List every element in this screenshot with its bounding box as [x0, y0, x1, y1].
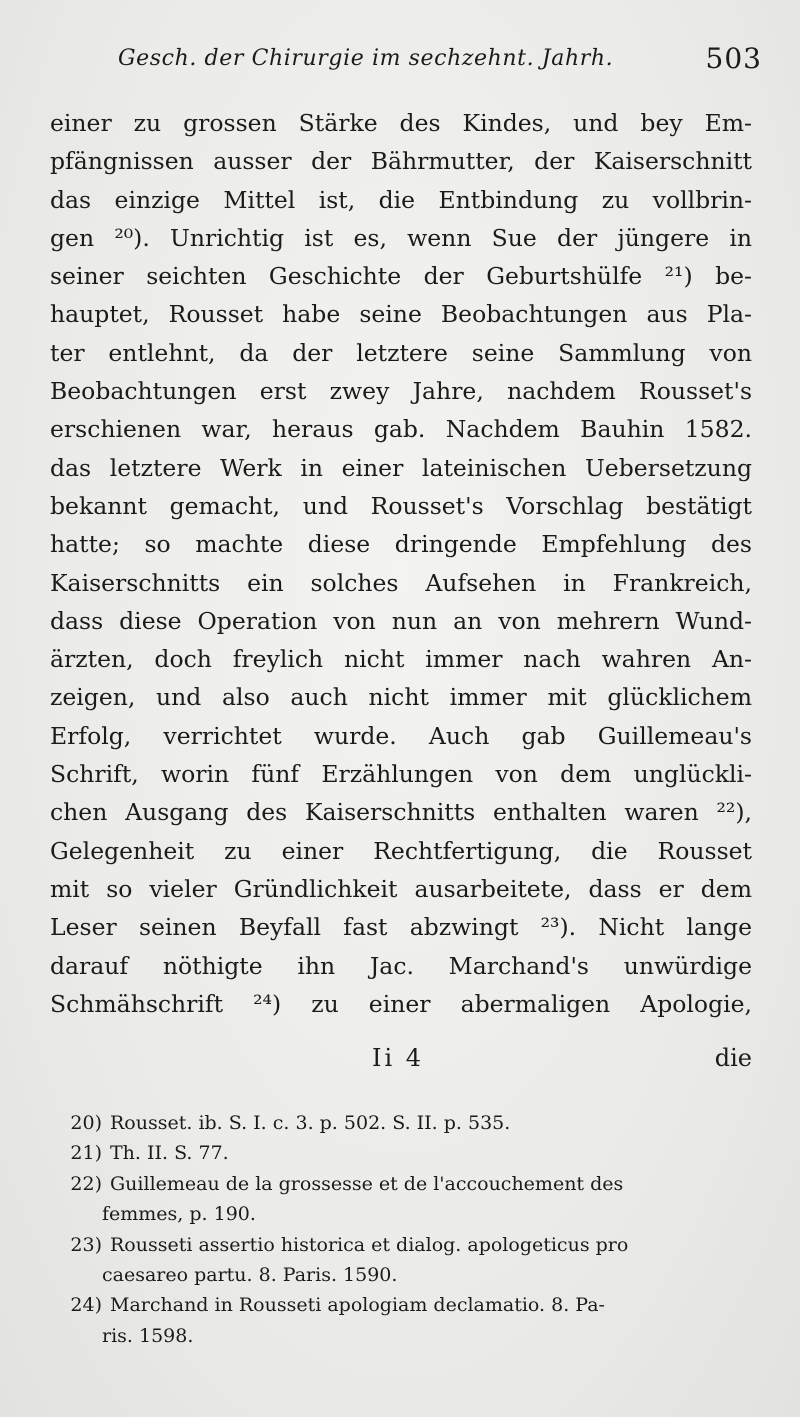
text-line: bekannt gemacht, und Rousset's Vorschlag bestätigt [50, 491, 752, 520]
text-line: gen ²⁰). Unrichtig ist es, wenn Sue der jüngere in [50, 223, 752, 252]
text-line: Schrift, worin fünf Erzählungen von dem unglückli- [50, 760, 752, 789]
footnote-24 [50, 1290, 752, 1320]
footnote-21 [50, 1138, 752, 1168]
text-line: Leser seinen Beyfall fast abzwingt ²³). Nicht lange [50, 913, 752, 942]
text-line: das einzige Mittel ist, die Entbindung zu vollbrin- [50, 185, 752, 214]
footnotes [50, 1108, 752, 1351]
footnote-number: 21) [70, 1142, 102, 1165]
page-number: 503 [705, 42, 762, 75]
text-line: das letztere Werk in einer lateinischen Uebersetzung [50, 453, 752, 482]
text-line: einer zu grossen Stärke des Kindes, und bey Em- [50, 109, 752, 137]
footnote-text: Rousseti assertio historica et dialog. apologeticus pro [110, 1233, 629, 1256]
footnote-text: caesareo partu. 8. Paris. 1590. [102, 1263, 398, 1286]
footnote-number: 22) [70, 1172, 102, 1195]
text-line: zeigen, und also auch nicht immer mit glücklichem [50, 683, 752, 712]
footnote-20 [50, 1108, 752, 1138]
footnote-number: 24) [70, 1294, 102, 1317]
footnote-text: Marchand in Rousseti apologiam declamatio. 8. Pa- [110, 1294, 605, 1317]
text-line: Schmähschrift ²⁴) zu einer abermaligen Apologie, [50, 989, 752, 1018]
page-header [118, 42, 762, 82]
footnote-23 [50, 1230, 752, 1260]
page-footer [50, 1044, 752, 1080]
footnote-22 [50, 1169, 752, 1199]
text-line: chen Ausgang des Kaiserschnitts enthalten waren ²²), [50, 798, 752, 827]
text-line: seiner seichten Geschichte der Geburtshülfe ²¹) be- [50, 262, 752, 291]
text-line: erschienen war, heraus gab. Nachdem Bauhin 1582. [50, 415, 752, 444]
footnote-text: Th. II. S. 77. [110, 1142, 229, 1165]
text-line: mit so vieler Gründlichkeit ausarbeitete, dass er dem [50, 874, 752, 903]
text-line: Gelegenheit zu einer Rechtfertigung, die Rousset [50, 836, 752, 865]
footnote-number: 23) [70, 1233, 102, 1256]
footnote-22-continuation [50, 1199, 752, 1229]
text-line: Beobachtungen erst zwey Jahre, nachdem Rousset's [50, 377, 752, 406]
catchword: die [714, 1044, 752, 1072]
text-line: ter entlehnt, da der letztere seine Sammlung von [50, 338, 752, 367]
text-line: hatte; so machte diese dringende Empfehlung des [50, 530, 752, 559]
footnote-23-continuation [50, 1260, 752, 1290]
signature-mark: Ii 4 [372, 1044, 425, 1072]
text-line: Erfolg, verrichtet wurde. Auch gab Guillemeau's [50, 721, 752, 750]
body-text [50, 104, 752, 1023]
running-head: Gesch. der Chirurgie im sechzehnt. Jahrh. [118, 46, 614, 71]
footnote-number: 20) [70, 1112, 102, 1134]
footnote-24-continuation [50, 1321, 752, 1351]
footnote-text: Rousset. ib. S. I. c. 3. p. 502. S. II. p. 535. [110, 1112, 511, 1134]
footnote-text: ris. 1598. [102, 1324, 194, 1347]
text-line: hauptet, Rousset habe seine Beobachtungen aus Pla- [50, 300, 752, 329]
text-line: dass diese Operation von nun an von mehrern Wund- [50, 606, 752, 635]
text-line: Kaiserschnitts ein solches Aufsehen in Frankreich, [50, 568, 752, 597]
footnote-text: femmes, p. 190. [102, 1203, 256, 1226]
text-line: darauf nöthigte ihn Jac. Marchand's unwürdige [50, 951, 752, 980]
text-line: ärzten, doch freylich nicht immer nach wahren An- [50, 645, 752, 674]
footnote-text: Guillemeau de la grossesse et de l'accouchement des [110, 1172, 624, 1195]
text-line: pfängnissen ausser der Bährmutter, der Kaiserschnitt [50, 147, 752, 176]
